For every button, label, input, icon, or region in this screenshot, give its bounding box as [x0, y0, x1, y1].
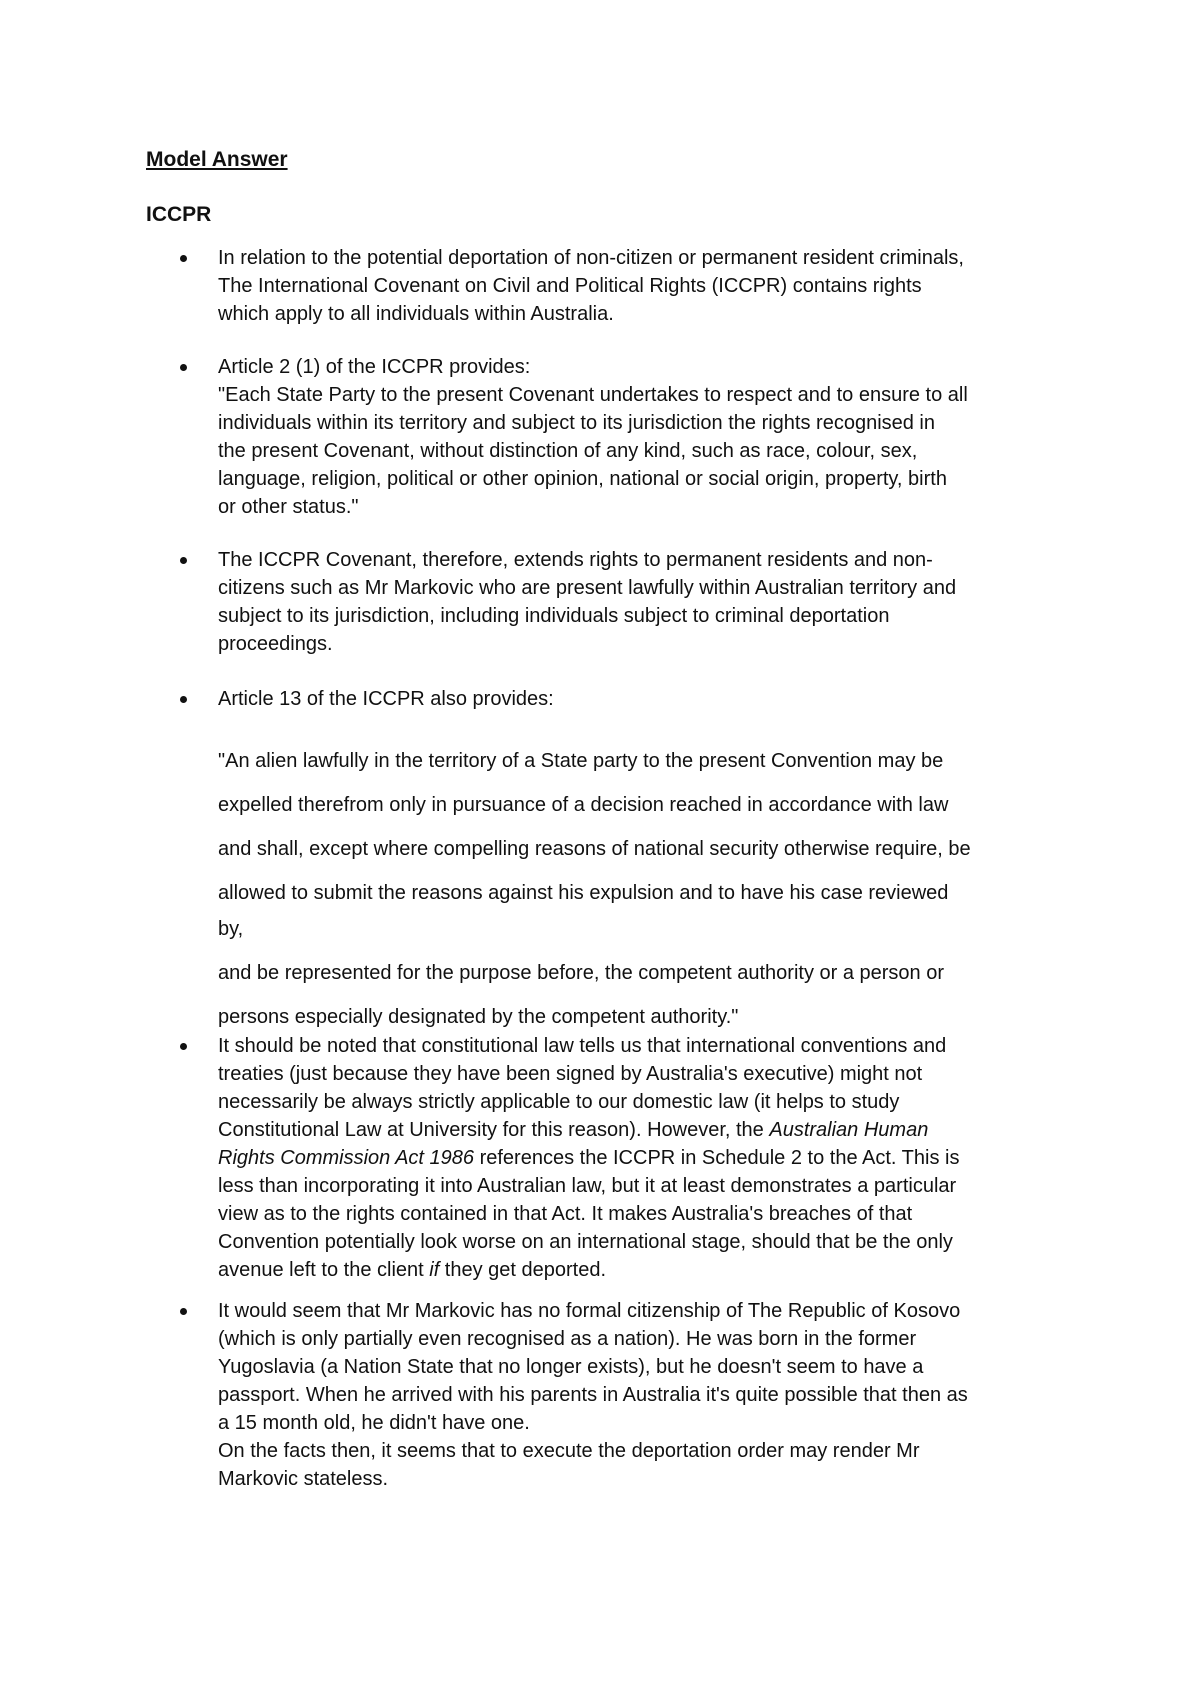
text-line: a 15 month old, he didn't have one.	[218, 1412, 530, 1434]
text-line: The ICCPR Covenant, therefore, extends rights to permanent residents and non-	[218, 549, 933, 571]
text-line: language, religion, political or other opinion, national or social origin, property, birth	[218, 468, 947, 490]
text-line: Convention potentially look worse on an international stage, should that be the only	[218, 1231, 953, 1253]
text-line: Markovic stateless.	[218, 1468, 389, 1490]
bullet-item-4	[180, 685, 1080, 713]
document-title: Model Answer	[146, 148, 288, 171]
text-line: It would seem that Mr Markovic has no formal citizenship of The Republic of Kosovo	[218, 1300, 961, 1322]
text-line: Article 13 of the ICCPR also provides:	[218, 688, 554, 710]
section-heading: ICCPR	[146, 203, 212, 226]
bullet-icon	[180, 1043, 187, 1050]
text-segment: they get deported.	[439, 1259, 607, 1281]
text-line: necessarily be always strictly applicable to our domestic law (it helps to study	[218, 1091, 900, 1113]
text-line: which apply to all individuals within Australia.	[218, 303, 614, 325]
act-title-italic: Rights Commission Act 1986	[218, 1147, 475, 1169]
text-line: citizens such as Mr Markovic who are present lawfully within Australian territory and	[218, 577, 957, 599]
text-segment: Constitutional Law at University for this reason). However, the	[218, 1119, 770, 1141]
bullet-item-5	[180, 1032, 1080, 1284]
emphasis-italic: if	[429, 1259, 440, 1281]
bullet-body	[218, 353, 1080, 521]
text-line: less than incorporating it into Australian law, but it at least demonstrates a particular	[218, 1175, 957, 1197]
quote-line: and be represented for the purpose before, the competent authority or a person or	[218, 962, 945, 984]
bullet-body	[218, 244, 1080, 328]
text-line: proceedings.	[218, 633, 333, 655]
text-line: In relation to the potential deportation of non-citizen or permanent resident criminals,	[218, 247, 964, 269]
text-line: The International Covenant on Civil and Political Rights (ICCPR) contains rights	[218, 275, 922, 297]
quote-line: by,	[218, 918, 244, 940]
bullet-icon	[180, 696, 187, 703]
quote-block	[180, 739, 1080, 1039]
bullet-body	[218, 1297, 1080, 1493]
bullet-item-6	[180, 1297, 1080, 1493]
text-line: subject to its jurisdiction, including individuals subject to criminal deportation	[218, 605, 890, 627]
text-line	[218, 1144, 1080, 1172]
text-line: It should be noted that constitutional law tells us that international conventions and	[218, 1035, 947, 1057]
text-line: "Each State Party to the present Covenant undertakes to respect and to ensure to all	[218, 384, 968, 406]
bullet-body	[218, 1032, 1080, 1284]
text-line: the present Covenant, without distinction of any kind, such as race, colour, sex,	[218, 440, 918, 462]
text-line: treaties (just because they have been signed by Australia's executive) might not	[218, 1063, 923, 1085]
quote-line: persons especially designated by the competent authority."	[218, 1006, 739, 1028]
quote-line: expelled therefrom only in pursuance of a decision reached in accordance with law	[218, 794, 949, 816]
text-line: view as to the rights contained in that Act. It makes Australia's breaches of that	[218, 1203, 913, 1225]
text-line: (which is only partially even recognised as a nation). He was born in the former	[218, 1328, 917, 1350]
text-line: Yugoslavia (a Nation State that no longer exists), but he doesn't seem to have a	[218, 1356, 924, 1378]
text-line: or other status."	[218, 496, 359, 518]
text-line: On the facts then, it seems that to execute the deportation order may render Mr	[218, 1440, 920, 1462]
bullet-item-3	[180, 546, 1080, 658]
bullet-icon	[180, 1308, 187, 1315]
quote-line: "An alien lawfully in the territory of a State party to the present Convention may be	[218, 750, 944, 772]
quote-line: allowed to submit the reasons against his expulsion and to have his case reviewed	[218, 882, 949, 904]
text-line	[218, 1116, 1080, 1144]
text-line: passport. When he arrived with his parents in Australia it's quite possible that then as	[218, 1384, 968, 1406]
act-title-italic: Australian Human	[769, 1119, 929, 1141]
bullet-body	[218, 546, 1080, 658]
bullet-item-1	[180, 244, 1080, 328]
text-segment: references the ICCPR in Schedule 2 to the Act. This is	[474, 1147, 960, 1169]
bullet-body	[218, 685, 1080, 713]
text-segment: avenue left to the client	[218, 1259, 430, 1281]
text-line: Article 2 (1) of the ICCPR provides:	[218, 356, 531, 378]
text-line: individuals within its territory and subject to its jurisdiction the rights recognised in	[218, 412, 936, 434]
quote-body	[218, 739, 1080, 1039]
text-line	[218, 1256, 1080, 1284]
bullet-icon	[180, 557, 187, 564]
bullet-icon	[180, 255, 187, 262]
quote-line: and shall, except where compelling reasons of national security otherwise require, be	[218, 838, 971, 860]
bullet-icon	[180, 364, 187, 371]
bullet-item-2	[180, 353, 1080, 521]
